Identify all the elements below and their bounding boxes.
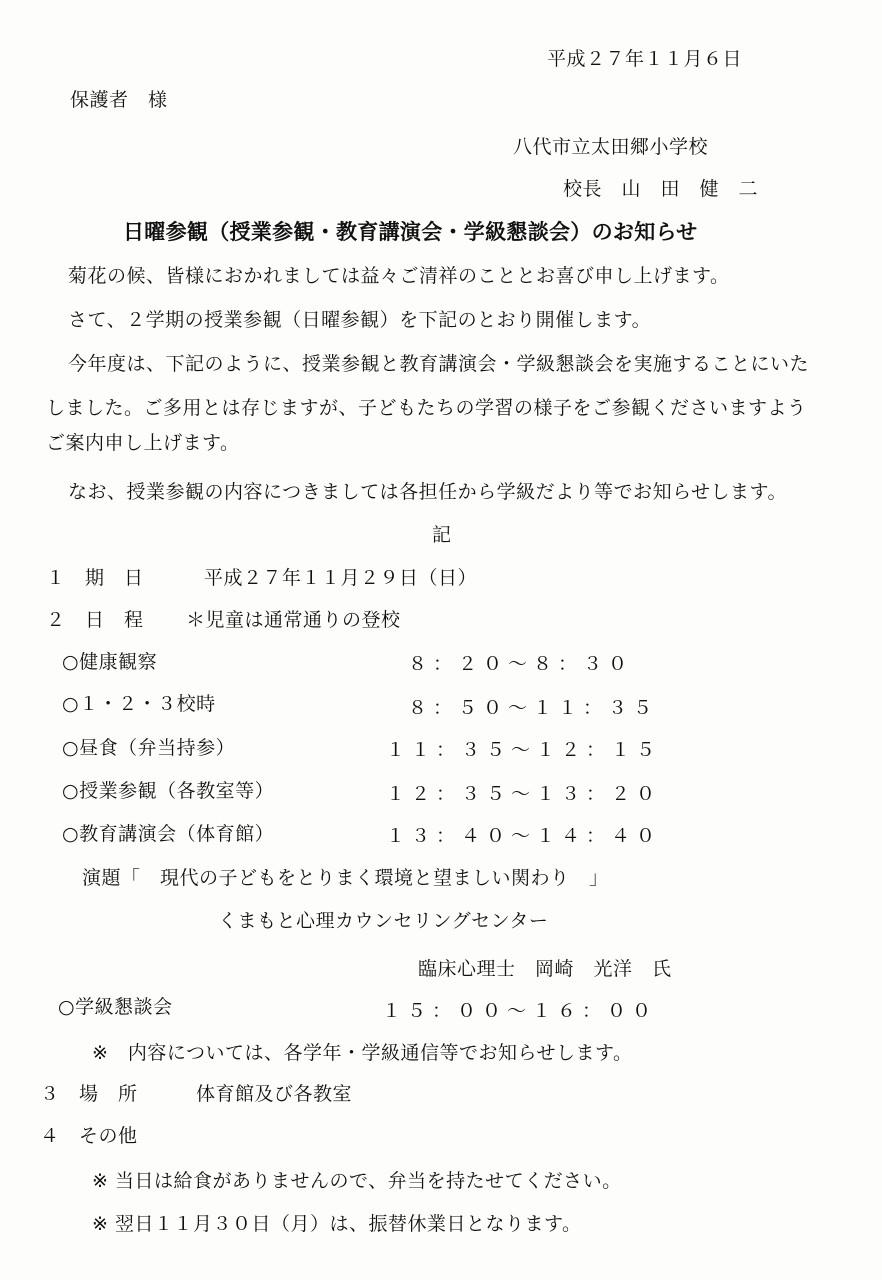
date-label: １ 期 日 xyxy=(46,567,144,589)
addressee: 保護者 様 xyxy=(70,89,168,111)
schedule-item-name: ○昼食（弁当持参） xyxy=(62,737,236,759)
schedule-item-name: ○授業参観（各教室等） xyxy=(62,780,275,802)
schedule-item-time: ８：５０～１１：３５ xyxy=(408,697,659,719)
detail-paragraph-line-2: しました。ご多用とは存じますが、子どもたちの学習の様子をご参観くださいますよう xyxy=(46,397,807,419)
detail-paragraph-line-3: ご案内申し上げます。 xyxy=(46,432,240,454)
other-label: ４ その他 xyxy=(40,1125,138,1147)
schedule-item-name: ○１・２・３校時 xyxy=(62,693,216,715)
class-meeting-name: ○学級懇談会 xyxy=(58,996,173,1018)
note-paragraph: なお、授業参観の内容につきましては各担任から学級だより等でお知らせします。 xyxy=(68,481,788,503)
lecture-speaker: 臨床心理士 岡崎 光洋 氏 xyxy=(418,958,672,980)
schedule-item-time: ８：２０～８：３０ xyxy=(408,653,634,675)
other-note: ※ 当日は給食がありませんので、弁当を持たせてください。 xyxy=(92,1170,622,1192)
schedule-note: ＊児童は通常通りの登校 xyxy=(186,609,401,631)
schedule-label: ２ 日 程 xyxy=(46,609,144,631)
date-value: 平成２７年１１月２９日（日） xyxy=(204,567,478,589)
intro-paragraph: さて、２学期の授業参観（日曜参観）を下記のとおり開催します。 xyxy=(68,309,652,331)
schedule-item-time: １３：４０～１４：４０ xyxy=(386,825,662,847)
class-meeting-note: ※ 内容については、各学年・学級通信等でお知らせします。 xyxy=(92,1042,633,1064)
detail-paragraph-line-1: 今年度は、下記のように、授業参観と教育講演会・学級懇談会を実施することにいた xyxy=(68,353,810,375)
greeting-paragraph: 菊花の候、皆様におかれましては益々ご清祥のこととお喜び申し上げます。 xyxy=(68,265,730,287)
lecture-organization: くまもと心理カウンセリングセンター xyxy=(218,910,549,932)
class-meeting-time: １５：００～１６：００ xyxy=(382,1000,658,1022)
ki-heading: 記 xyxy=(432,524,452,546)
schedule-item-time: １２：３５～１３：２０ xyxy=(386,783,662,805)
principal-name: 校長 山 田 健 二 xyxy=(563,178,759,200)
page-title: 日曜参観（授業参観・教育講演会・学級懇談会）のお知らせ xyxy=(123,220,698,244)
schedule-item-name: ○教育講演会（体育館） xyxy=(62,823,275,845)
issue-date: 平成２７年１１月６日 xyxy=(547,48,743,70)
school-name: 八代市立太田郷小学校 xyxy=(513,136,709,158)
other-note: ※ 翌日１１月３０日（月）は、振替休業日となります。 xyxy=(92,1213,582,1235)
place-label: ３ 場 所 xyxy=(40,1083,138,1105)
place-value: 体育館及び各教室 xyxy=(196,1083,353,1105)
schedule-item-name: ○健康観察 xyxy=(62,651,158,673)
schedule-item-time: １１：３５～１２：１５ xyxy=(386,739,662,761)
lecture-theme: 演題「 現代の子どもをとりまく環境と望ましい関わり 」 xyxy=(82,867,609,889)
